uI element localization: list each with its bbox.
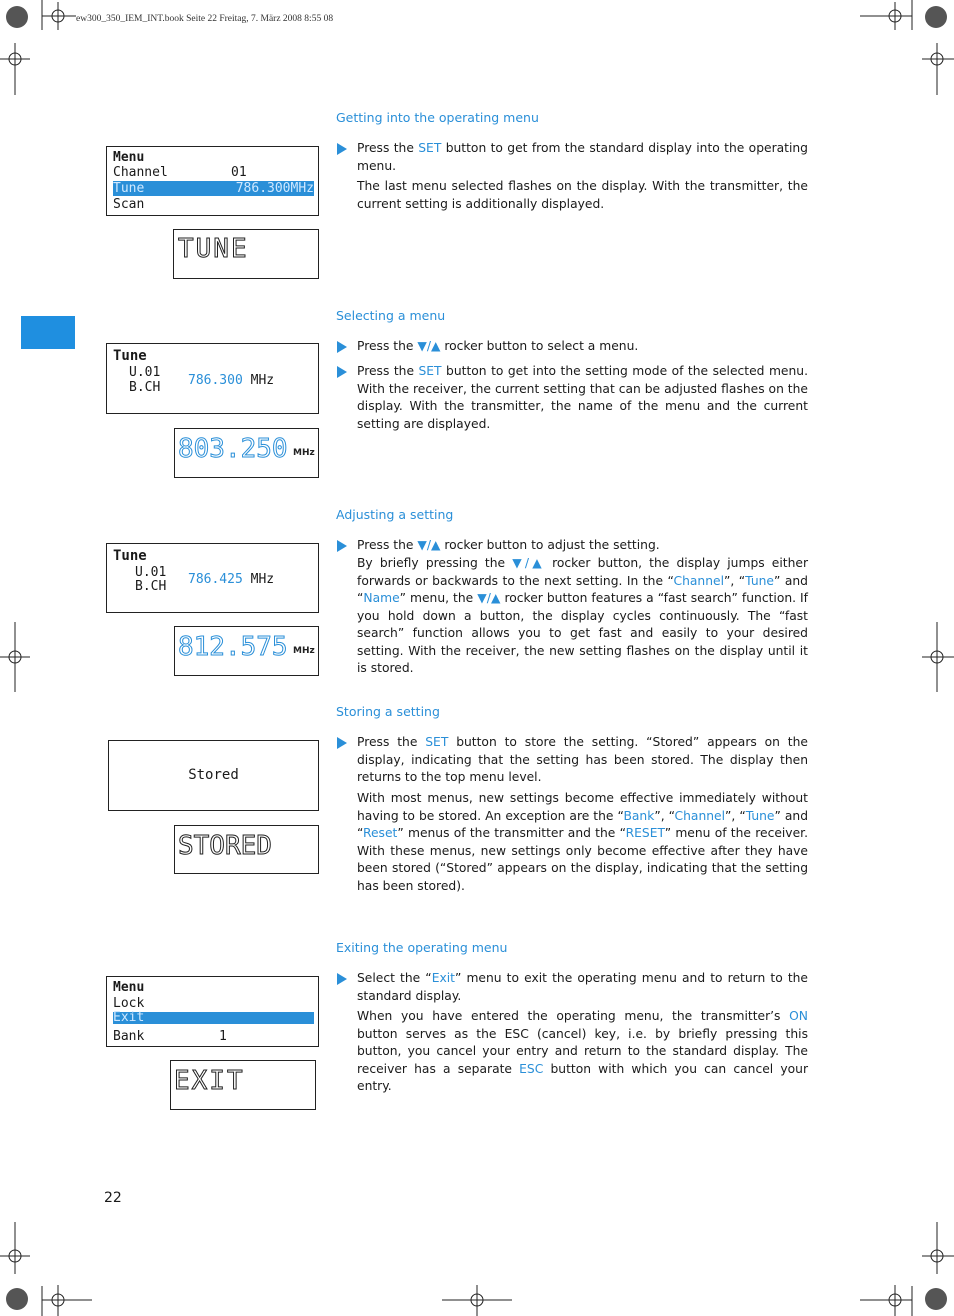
segment-unit: MHz bbox=[293, 448, 315, 458]
arrow-bullet-icon bbox=[336, 539, 348, 553]
segment-display-frequency bbox=[174, 626, 319, 676]
lcd-value: 1 bbox=[219, 1029, 227, 1044]
registration-dot-icon bbox=[925, 1288, 947, 1310]
menu-tune: Tune bbox=[745, 573, 774, 588]
menu-reset-receiver: RESET bbox=[625, 826, 665, 840]
segment-display-frequency bbox=[174, 428, 319, 478]
arrow-bullet-icon bbox=[336, 972, 348, 986]
section-title-storing-setting: Storing a setting bbox=[336, 704, 440, 719]
paragraph: When you have entered the operating menu, the transmitter’s ON button serves as the ESC (cancel) key, i.e. by briefly pressing this button, you cancel your entry and return to the standard display. The receiver has a separate ESC button with which you can cancel your entry. bbox=[357, 1009, 808, 1093]
segment-text: EXIT bbox=[174, 1066, 245, 1096]
rocker-symbol: ▼/▲ bbox=[477, 591, 501, 605]
paragraph: By briefly pressing the ▼/▲ rocker button, the display jumps either forwards or backwards to the next setting. In the “Channel”, “Tune” and “Name” menu, the ▼/▲ rocker button features a “fast search” function. If you hold down a button, the display cycles continuously. The “fast search” function allows you to get fast and easily to your desired setting. With the receiver, the new setting flashes on the display until it is stored. bbox=[357, 556, 808, 675]
segment-text: TUNE bbox=[178, 234, 249, 264]
rocker-symbol: ▼/▲ bbox=[512, 556, 545, 570]
lcd-unit: MHz bbox=[250, 373, 275, 388]
registration-dot-icon bbox=[925, 6, 947, 28]
section-title-selecting-menu: Selecting a menu bbox=[336, 308, 446, 323]
lcd-unit: MHz bbox=[250, 572, 275, 587]
key-set: SET bbox=[418, 364, 442, 378]
lcd-stored-display bbox=[108, 740, 319, 811]
menu-name: Name bbox=[363, 591, 400, 605]
segment-text: STORED bbox=[178, 831, 272, 861]
lcd-label: Scan bbox=[113, 197, 145, 212]
segment-display-tune bbox=[173, 229, 319, 279]
lcd-label: U.01 bbox=[135, 565, 167, 580]
segment-frequency: 812.575 bbox=[178, 632, 288, 662]
paragraph: Press the SET button to get from the standard display into the operating menu. bbox=[357, 141, 808, 173]
menu-exit: Exit bbox=[431, 971, 455, 985]
lcd-frequency: 786.300 bbox=[188, 373, 243, 388]
lcd-selected-row: Tune 786.300MHz bbox=[113, 181, 314, 196]
lcd-frequency: 786.425 bbox=[188, 572, 243, 587]
section-title-exiting-menu: Exiting the operating menu bbox=[336, 940, 508, 955]
lcd-label: Channel bbox=[113, 165, 168, 180]
rocker-symbol: ▼/▲ bbox=[417, 538, 441, 552]
lcd-tune-display bbox=[106, 343, 319, 414]
segment-display-stored bbox=[174, 825, 319, 874]
lcd-value: 01 bbox=[231, 165, 247, 180]
registration-dot-icon bbox=[6, 1288, 28, 1310]
lcd-stored-text: Stored bbox=[188, 767, 239, 783]
menu-bank: Bank bbox=[623, 808, 655, 823]
menu-reset: Reset bbox=[363, 826, 398, 840]
arrow-bullet-icon bbox=[336, 365, 348, 379]
segment-unit: MHz bbox=[293, 646, 315, 656]
key-set: SET bbox=[425, 735, 449, 749]
paragraph: Press the ▼/▲ rocker button to adjust the setting. bbox=[357, 538, 660, 552]
lcd-label: U.01 bbox=[129, 365, 161, 380]
paragraph: Press the SET button to store the setting. “Stored” appears on the display, indicating that the setting has been stored. The display then returns to the top menu level. bbox=[357, 735, 808, 784]
segment-display-exit bbox=[170, 1060, 316, 1110]
key-esc: ESC bbox=[519, 1061, 544, 1076]
lcd-title: Tune bbox=[113, 348, 147, 364]
page-number: 22 bbox=[104, 1190, 122, 1206]
arrow-bullet-icon bbox=[336, 736, 348, 750]
lcd-label: Lock bbox=[113, 996, 145, 1011]
section-title-adjusting-setting: Adjusting a setting bbox=[336, 507, 454, 522]
lcd-label: B.CH bbox=[135, 579, 167, 594]
registration-dot-icon bbox=[6, 6, 28, 28]
lcd-title: Tune bbox=[113, 548, 147, 564]
header-line: ew300_350_IEM_INT.book Seite 22 Freitag, 7. März 2008 8:55 08 bbox=[76, 14, 334, 24]
paragraph: Press the SET button to get into the setting mode of the selected menu. With the receiver, the current setting that can be adjusted flashes on the display. With the transmitter, the name of the menu and the current setting are displayed. bbox=[357, 364, 808, 431]
lcd-label: Bank bbox=[113, 1029, 145, 1044]
paragraph: With most menus, new settings become effective immediately without having to be stored. An exception are the “Bank”, “Channel”, “Tune” and “Reset” menus of the transmitter and the “RESET” menu of the receiver. With these menus, new settings only become effective after they have been stored (“Stored” appears on the display, indicating that the setting has been stored). bbox=[357, 791, 808, 893]
paragraph: Select the “Exit” menu to exit the operating menu and to return to the standard display. bbox=[357, 971, 808, 1003]
lcd-tune-display bbox=[106, 543, 319, 613]
lcd-title: Menu bbox=[113, 150, 145, 165]
lcd-menu-display bbox=[106, 976, 319, 1047]
lcd-title: Menu bbox=[113, 980, 145, 995]
paragraph: Press the ▼/▲ rocker button to select a menu. bbox=[357, 339, 639, 353]
paragraph: The last menu selected flashes on the display. With the transmitter, the current setting is additionally displayed. bbox=[357, 179, 808, 211]
key-set: SET bbox=[418, 141, 442, 155]
menu-channel: Channel bbox=[673, 573, 724, 588]
rocker-symbol: ▼/▲ bbox=[417, 339, 441, 353]
key-on: ON bbox=[789, 1009, 808, 1023]
lcd-selected-row: Exit bbox=[113, 1012, 314, 1024]
arrow-bullet-icon bbox=[336, 340, 348, 354]
menu-channel: Channel bbox=[674, 808, 726, 823]
section-title-getting-into-menu: Getting into the operating menu bbox=[336, 110, 539, 125]
menu-tune: Tune bbox=[745, 808, 775, 823]
segment-frequency: 803.250 bbox=[178, 434, 288, 464]
arrow-bullet-icon bbox=[336, 142, 348, 156]
lcd-label: B.CH bbox=[129, 380, 161, 395]
lcd-menu-display bbox=[106, 146, 319, 216]
